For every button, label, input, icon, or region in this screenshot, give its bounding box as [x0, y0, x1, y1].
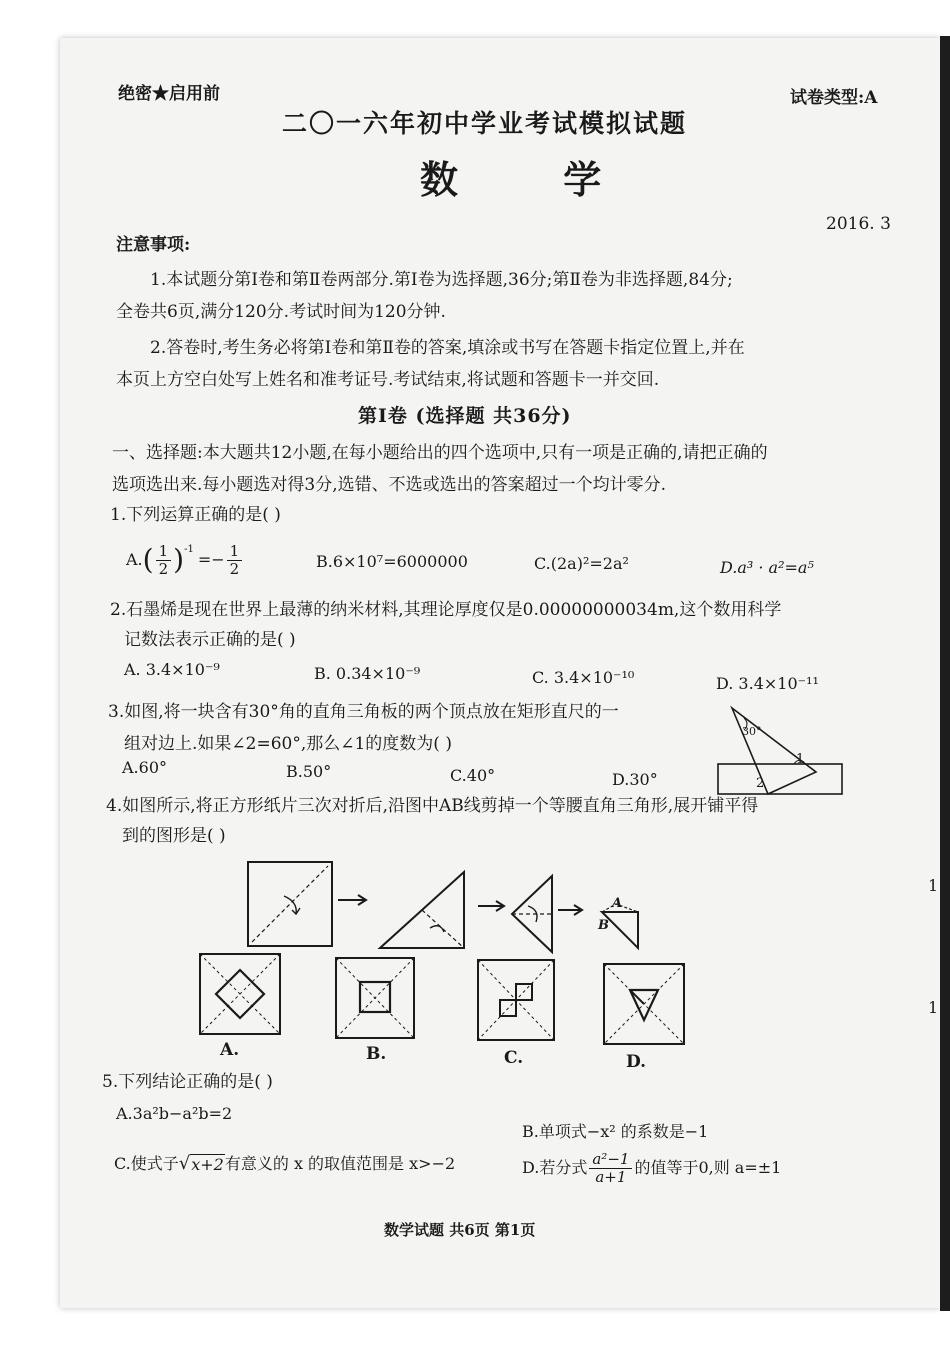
section1-instruction-line2: 选项选出来.每小题选对得3分,选错、不选或选出的答案超过一个均计零分. — [112, 475, 667, 495]
q4-stem-line2: 到的图形是( ) — [122, 826, 226, 846]
q5-option-d — [522, 1148, 781, 1188]
notice-item2-line2: 本页上方空白处写上姓名和准考证号.考试结束,将试题和答题卡一并交回. — [116, 370, 660, 390]
q2-option-d: D. 3.4×10⁻¹¹ — [716, 674, 819, 693]
q3-stem-line1: 3.如图,将一块含有30°角的直角三角板的两个顶点放在矩形直尺的一 — [108, 702, 619, 722]
q1-a-result-denominator: 2 — [229, 559, 240, 578]
secret-label: 绝密★启用前 — [118, 84, 220, 104]
q4-fig-label-b: B — [598, 918, 609, 933]
choice-b-inner-square — [360, 982, 390, 1012]
q1-option-b: B.6×10⁷=6000000 — [316, 552, 468, 571]
q4-choice-a-label: A. — [220, 1040, 240, 1060]
notice-item2-line1: 2.答卷时,考生务必将第Ⅰ卷和第Ⅱ卷的答案,填涂或书写在答题卡指定位置上,并在 — [150, 338, 745, 358]
fold-step1-square — [248, 862, 332, 946]
q4-choice-b-label: B. — [366, 1044, 387, 1064]
q4-folding-sequence — [240, 856, 660, 956]
q2-option-a: A. 3.4×10⁻⁹ — [124, 660, 220, 679]
q5-d-suffix: 的值等于0,则 a=±1 — [634, 1158, 782, 1177]
q1-a-result-fraction — [227, 543, 243, 578]
q5-stem: 5.下列结论正确的是( ) — [102, 1072, 273, 1092]
notice-item1-line2: 全卷共6页,满分120分.考试时间为120分钟. — [116, 302, 446, 322]
q5-c-radicand: x+2 — [191, 1154, 224, 1174]
q1-option-d: D.a³ · a²=a⁵ — [720, 558, 814, 577]
q4-stem-line1: 4.如图所示,将正方形纸片三次对折后,沿图中AB线剪掉一个等腰直角三角形,展开铺平得 — [106, 796, 759, 816]
q1-a-numerator: 1 — [156, 543, 172, 561]
q1-a-prefix: A. — [126, 550, 143, 569]
q2-stem-line1: 2.石墨烯是现在世界上最薄的纳米材料,其理论厚度仅是0.00000000034m,这个数用科学 — [110, 600, 782, 620]
q3-option-b: B.50° — [286, 762, 332, 781]
q4-answer-figures — [196, 950, 688, 1046]
fold-step2-arrow — [430, 926, 444, 932]
scan-edge — [940, 36, 950, 1311]
q1-a-exponent: -1 — [184, 544, 194, 555]
q1-option-a: A. ( $\frac{1}{2}$ ) $^{-1}$ =− $\frac{1}{2}$ — [126, 540, 244, 580]
section1-title: 第Ⅰ卷 (选择题 共36分) — [358, 405, 572, 427]
fold-step1-diagonal — [252, 866, 328, 942]
q2-option-b: B. 0.34×10⁻⁹ — [314, 664, 421, 683]
q3-option-c: C.40° — [450, 766, 496, 785]
choice-b-diag2 — [336, 958, 414, 1038]
q4-fig-label-a: A — [612, 896, 623, 911]
q5-d-fraction — [589, 1151, 632, 1186]
q3-stem-line2: 组对边上.如果∠2=60°,那么∠1的度数为( ) — [124, 734, 452, 754]
q3-fig-label-1: 1 — [796, 752, 805, 767]
q3-triangle-ruler-figure — [714, 702, 848, 798]
q2-option-c: C. 3.4×10⁻¹⁰ — [532, 668, 635, 687]
q4-choice-c-label: C. — [504, 1048, 524, 1068]
paper-type: 试卷类型:A — [790, 88, 878, 108]
q1-option-c: C.(2a)²=2a² — [534, 554, 629, 573]
q5-option-b: B.单项式−x² 的系数是−1 — [522, 1122, 709, 1141]
fold-step3-triangle — [512, 876, 552, 952]
q3-option-a: A.60° — [122, 758, 167, 777]
margin-mark-2: 1 — [928, 998, 939, 1017]
q4-choice-d-label: D. — [626, 1052, 647, 1072]
q3-fig-label-2: 2 — [756, 776, 765, 791]
q5-c-suffix: 有意义的 x 的取值范围是 x>−2 — [224, 1154, 456, 1173]
q1-a-result-numerator: 1 — [227, 543, 243, 561]
exam-title: 二〇一六年初中学业考试模拟试题 — [282, 109, 688, 138]
q1-stem: 1.下列运算正确的是( ) — [110, 505, 281, 525]
q5-option-c — [114, 1150, 455, 1178]
margin-mark-1: 1 — [928, 876, 939, 895]
ruler-rectangle — [718, 764, 842, 794]
q5-d-denominator: a+1 — [595, 1167, 627, 1186]
q1-a-denominator: 2 — [158, 559, 169, 578]
notice-item1-line1: 1.本试题分第Ⅰ卷和第Ⅱ卷两部分.第Ⅰ卷为选择题,36分;第Ⅱ卷为非选择题,84分; — [150, 270, 733, 290]
q5-c-prefix: C.使式子 — [114, 1154, 179, 1173]
section1-instruction-line1: 一、选择题:本大题共12小题,在每小题给出的四个选项中,只有一项是正确的,请把正确的 — [112, 443, 768, 463]
q2-stem-line2: 记数法表示正确的是( ) — [124, 630, 296, 650]
q1-a-fraction — [156, 543, 172, 578]
q5-option-a: A.3a²b−a²b=2 — [116, 1104, 233, 1123]
q3-option-d: D.30° — [612, 770, 658, 789]
notice-heading: 注意事项: — [116, 235, 191, 255]
exam-date: 2016. 3 — [826, 214, 891, 234]
q5-d-prefix: D.若分式 — [522, 1158, 588, 1177]
subject-title: 数 学 — [420, 157, 648, 202]
radical-sign-icon: √ — [178, 1153, 191, 1174]
q1-a-equals: =− — [197, 550, 225, 569]
fold-step1-arrow — [284, 896, 296, 914]
q3-fig-angle-label: 30° — [742, 725, 762, 738]
page-footer: 数学试题 共6页 第1页 — [384, 1221, 536, 1239]
q5-d-numerator: a²−1 — [589, 1151, 632, 1169]
